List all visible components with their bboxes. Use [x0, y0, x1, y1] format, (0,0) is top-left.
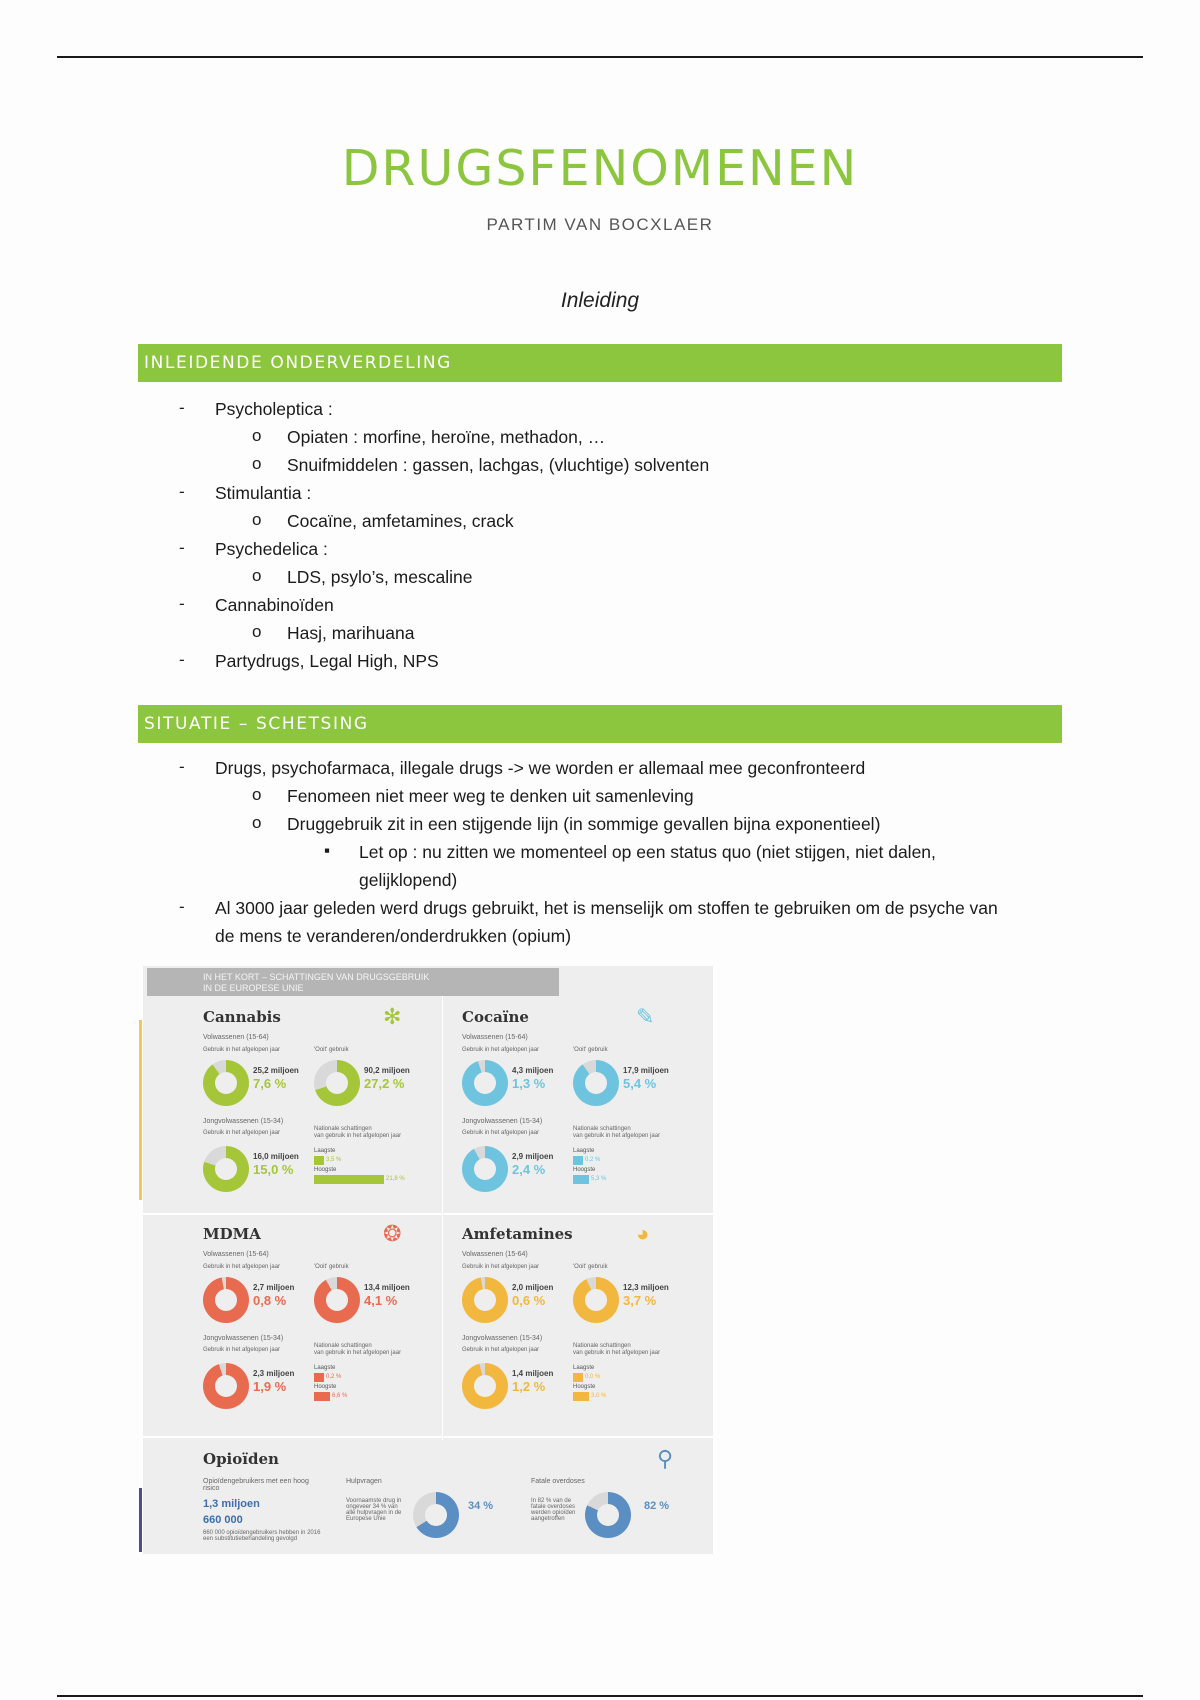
last-year-label: Gebruik in het afgelopen jaar: [462, 1264, 540, 1270]
fatal-overdoses-label: Fatale overdoses: [531, 1478, 585, 1485]
lowest-value: 0,0 %: [585, 1374, 601, 1380]
list-marker: o: [252, 454, 262, 473]
young-adults-label: Jongvolwassenen (15-34): [462, 1118, 543, 1125]
national-estimates-label: Nationale schattingen van gebruik in het afgelopen jaar: [573, 1343, 661, 1356]
bottom-rule: [57, 1695, 1143, 1697]
adults-ever-donut: [573, 1060, 619, 1106]
adults-ever-millions: 13,4 miljoen: [364, 1283, 410, 1292]
opioid-users-value: 1,3 miljoen: [203, 1498, 260, 1510]
lowest-label: Laagste: [573, 1148, 595, 1154]
last-year-label: Gebruik in het afgelopen jaar: [462, 1130, 540, 1136]
highest-bar: [573, 1392, 589, 1401]
last-year-label: Gebruik in het afgelopen jaar: [203, 1130, 281, 1136]
opioids-panel: [143, 1438, 713, 1554]
young-last-year-millions: 1,4 miljoen: [512, 1369, 554, 1378]
list-item-text: Cannabinoïden: [215, 595, 334, 615]
lowest-value: 3,5 %: [326, 1157, 342, 1163]
young-last-year-percent: 1,9 %: [253, 1379, 287, 1394]
adults-last-year-millions: 4,3 miljoen: [512, 1066, 554, 1075]
lowest-bar: [314, 1373, 324, 1382]
lowest-label: Laagste: [573, 1365, 595, 1371]
drug-panel-cocane: [443, 998, 741, 1213]
adults-last-year-donut: [203, 1277, 249, 1323]
list-item-text: Druggebruik zit in een stijgende lijn (in sommige gevallen bijna exponentieel): [287, 814, 881, 834]
list-marker: -: [179, 538, 185, 557]
lowest-value: 0,2 %: [585, 1157, 601, 1163]
young-last-year-donut: [462, 1363, 508, 1409]
lowest-label: Laagste: [314, 1365, 336, 1371]
adults-label: Volwassenen (15-64): [462, 1251, 528, 1258]
list-item-text: de mens te veranderen/onderdrukken (opium): [215, 926, 572, 946]
list-marker: o: [252, 566, 262, 585]
drug-panel-amfetamines: [443, 1215, 741, 1430]
lowest-value: 0,2 %: [326, 1374, 342, 1380]
drug-panel-mdma: [143, 1215, 441, 1430]
list-item-text: Psycholeptica :: [215, 399, 333, 419]
pills-icon: ❂: [383, 1221, 402, 1246]
edge-mark: [139, 1488, 142, 1552]
young-last-year-percent: 15,0 %: [253, 1162, 294, 1177]
drug-name: Cocaïne: [462, 1008, 529, 1026]
list-item-text: Snuifmiddelen : gassen, lachgas, (vluchtige) solventen: [287, 455, 710, 475]
help-requests-donut: [413, 1492, 459, 1538]
drug-name: Cannabis: [203, 1008, 281, 1026]
last-year-label: Gebruik in het afgelopen jaar: [462, 1047, 540, 1053]
drug-name: MDMA: [203, 1225, 261, 1243]
adults-last-year-donut: [462, 1060, 508, 1106]
opioids-title: Opioïden: [203, 1450, 279, 1468]
young-adults-label: Jongvolwassenen (15-34): [203, 1335, 284, 1342]
ever-label: 'Ooit' gebruik: [573, 1047, 608, 1053]
adults-ever-percent: 4,1 %: [364, 1293, 398, 1308]
list-item-text: Partydrugs, Legal High, NPS: [215, 651, 439, 671]
list-marker: -: [179, 757, 185, 776]
list-marker: ▪: [324, 841, 331, 860]
adults-label: Volwassenen (15-64): [462, 1034, 528, 1041]
adults-last-year-millions: 2,7 miljoen: [253, 1283, 295, 1292]
list-marker: -: [179, 482, 185, 501]
adults-last-year-percent: 7,6 %: [253, 1076, 287, 1091]
highest-label: Hoogste: [573, 1167, 596, 1173]
ever-label: 'Ooit' gebruik: [314, 1047, 349, 1053]
highest-bar: [314, 1392, 330, 1401]
highest-bar: [314, 1175, 384, 1184]
intro-heading: Inleiding: [560, 289, 640, 312]
fatal-overdoses-donut: [585, 1492, 631, 1538]
list-item-text: Let op : nu zitten we momenteel op een status quo (niet stijgen, niet dalen,: [359, 842, 936, 862]
list-marker: o: [252, 785, 262, 804]
adults-last-year-percent: 0,6 %: [512, 1293, 546, 1308]
adults-label: Volwassenen (15-64): [203, 1034, 269, 1041]
fatal-overdoses-percent: 82 %: [644, 1500, 670, 1512]
highest-label: Hoogste: [573, 1384, 596, 1390]
infographic-header-line1: IN HET KORT – SCHATTINGEN VAN DRUGSGEBRUIK: [203, 972, 430, 982]
young-last-year-percent: 1,2 %: [512, 1379, 546, 1394]
ever-label: 'Ooit' gebruik: [314, 1264, 349, 1270]
list-item-text: gelijklopend): [359, 870, 458, 890]
young-last-year-millions: 16,0 miljoen: [253, 1152, 299, 1161]
last-year-label: Gebruik in het afgelopen jaar: [203, 1264, 281, 1270]
national-estimates-label: Nationale schattingen van gebruik in het afgelopen jaar: [314, 1126, 402, 1139]
document-subtitle: PARTIM VAN BOCXLAER: [486, 215, 714, 234]
adults-ever-millions: 90,2 miljoen: [364, 1066, 410, 1075]
highest-value: 3,0 %: [591, 1393, 607, 1399]
list-item-text: LDS, psylo’s, mescaline: [287, 567, 473, 587]
young-adults-label: Jongvolwassenen (15-34): [203, 1118, 284, 1125]
help-requests-percent: 34 %: [468, 1500, 494, 1512]
edge-mark: [139, 1020, 142, 1200]
list-marker: o: [252, 510, 262, 529]
adults-last-year-donut: [203, 1060, 249, 1106]
adults-ever-percent: 27,2 %: [364, 1076, 405, 1091]
list-item-text: Fenomeen niet meer weg te denken uit samenleving: [287, 786, 694, 806]
fatal-overdoses-note: In 82 % van de fatale overdoses werden opioïden aangetroffen: [531, 1498, 576, 1522]
adults-ever-donut: [314, 1277, 360, 1323]
adults-ever-millions: 12,3 miljoen: [623, 1283, 669, 1292]
list-marker: o: [252, 622, 262, 641]
ever-label: 'Ooit' gebruik: [573, 1264, 608, 1270]
list-item-text: Opiaten : morfine, heroïne, methadon, …: [287, 427, 606, 447]
young-last-year-donut: [203, 1146, 249, 1192]
highest-label: Hoogste: [314, 1384, 337, 1390]
list-item-text: Al 3000 jaar geleden werd drugs gebruikt, het is menselijk om stoffen te gebruiken om de psyche van: [215, 898, 998, 918]
lowest-bar: [573, 1156, 583, 1165]
list-marker: -: [179, 650, 185, 669]
help-requests-label: Hulpvragen: [346, 1478, 382, 1485]
adults-ever-donut: [573, 1277, 619, 1323]
last-year-label: Gebruik in het afgelopen jaar: [203, 1347, 281, 1353]
list-marker: -: [179, 398, 185, 417]
drug-name: Amfetamines: [462, 1225, 573, 1243]
list-item-text: Stimulantia :: [215, 483, 312, 503]
leaf-icon: ✻: [383, 1004, 402, 1029]
adults-last-year-percent: 0,8 %: [253, 1293, 287, 1308]
list-marker: -: [179, 594, 185, 613]
opioid-treatment-value: 660 000: [203, 1514, 243, 1526]
infographic-header: [147, 968, 559, 996]
adults-ever-percent: 5,4 %: [623, 1076, 657, 1091]
young-last-year-donut: [203, 1363, 249, 1409]
national-estimates-label: Nationale schattingen van gebruik in het afgelopen jaar: [314, 1343, 402, 1356]
pen-icon: ✎: [636, 1004, 655, 1029]
top-rule: [57, 56, 1143, 58]
drug-panel-cannabis: [143, 998, 441, 1213]
list-item-text: Psychedelica :: [215, 539, 328, 559]
section-heading-situatie: SITUATIE – SCHETSING: [138, 705, 1062, 743]
highest-value: 6,6 %: [332, 1393, 348, 1399]
young-last-year-donut: [462, 1146, 508, 1192]
list-item-text: Drugs, psychofarmaca, illegale drugs -> we worden er allemaal mee geconfronteerd: [215, 758, 866, 778]
lowest-label: Laagste: [314, 1148, 336, 1154]
adults-ever-millions: 17,9 miljoen: [623, 1066, 669, 1075]
lowest-bar: [573, 1373, 583, 1382]
highest-bar: [573, 1175, 589, 1184]
pill-icon: ◕: [636, 1221, 650, 1246]
adults-last-year-millions: 2,0 miljoen: [512, 1283, 554, 1292]
opioid-treatment-note: 660 000 opioïdengebruikers hebben in 2016 een substitutiebehandeling gevolgd: [203, 1530, 321, 1542]
young-last-year-percent: 2,4 %: [512, 1162, 546, 1177]
adults-last-year-millions: 25,2 miljoen: [253, 1066, 299, 1075]
last-year-label: Gebruik in het afgelopen jaar: [203, 1047, 281, 1053]
adults-ever-donut: [314, 1060, 360, 1106]
young-last-year-millions: 2,9 miljoen: [512, 1152, 554, 1161]
list-item-text: Hasj, marihuana: [287, 623, 415, 643]
list-item-text: Cocaïne, amfetamines, crack: [287, 511, 514, 531]
last-year-label: Gebruik in het afgelopen jaar: [462, 1347, 540, 1353]
highest-label: Hoogste: [314, 1167, 337, 1173]
list-marker: -: [179, 897, 185, 916]
highest-value: 21,8 %: [386, 1176, 405, 1182]
list-marker: o: [252, 426, 262, 445]
section-heading-onderverdeling: INLEIDENDE ONDERVERDELING: [138, 344, 1062, 382]
adults-ever-percent: 3,7 %: [623, 1293, 657, 1308]
help-requests-note: Voornaamste drug in ongeveer 34 % van alle hulpvragen in de Europese Unie: [346, 1498, 402, 1522]
list-marker: o: [252, 813, 262, 832]
young-last-year-millions: 2,3 miljoen: [253, 1369, 295, 1378]
adults-label: Volwassenen (15-64): [203, 1251, 269, 1258]
young-adults-label: Jongvolwassenen (15-34): [462, 1335, 543, 1342]
infographic-header-line2: IN DE EUROPESE UNIE: [203, 983, 304, 993]
document-title: DRUGSFENOMENEN: [341, 140, 859, 197]
highest-value: 5,3 %: [591, 1176, 607, 1182]
adults-last-year-percent: 1,3 %: [512, 1076, 546, 1091]
adults-last-year-donut: [462, 1277, 508, 1323]
syringe-icon: ⚲: [657, 1446, 674, 1471]
opioid-users-label: Opioïdengebruikers met een hoog risico: [203, 1478, 309, 1492]
lowest-bar: [314, 1156, 324, 1165]
national-estimates-label: Nationale schattingen van gebruik in het afgelopen jaar: [573, 1126, 661, 1139]
drug-use-infographic: [143, 966, 713, 1554]
